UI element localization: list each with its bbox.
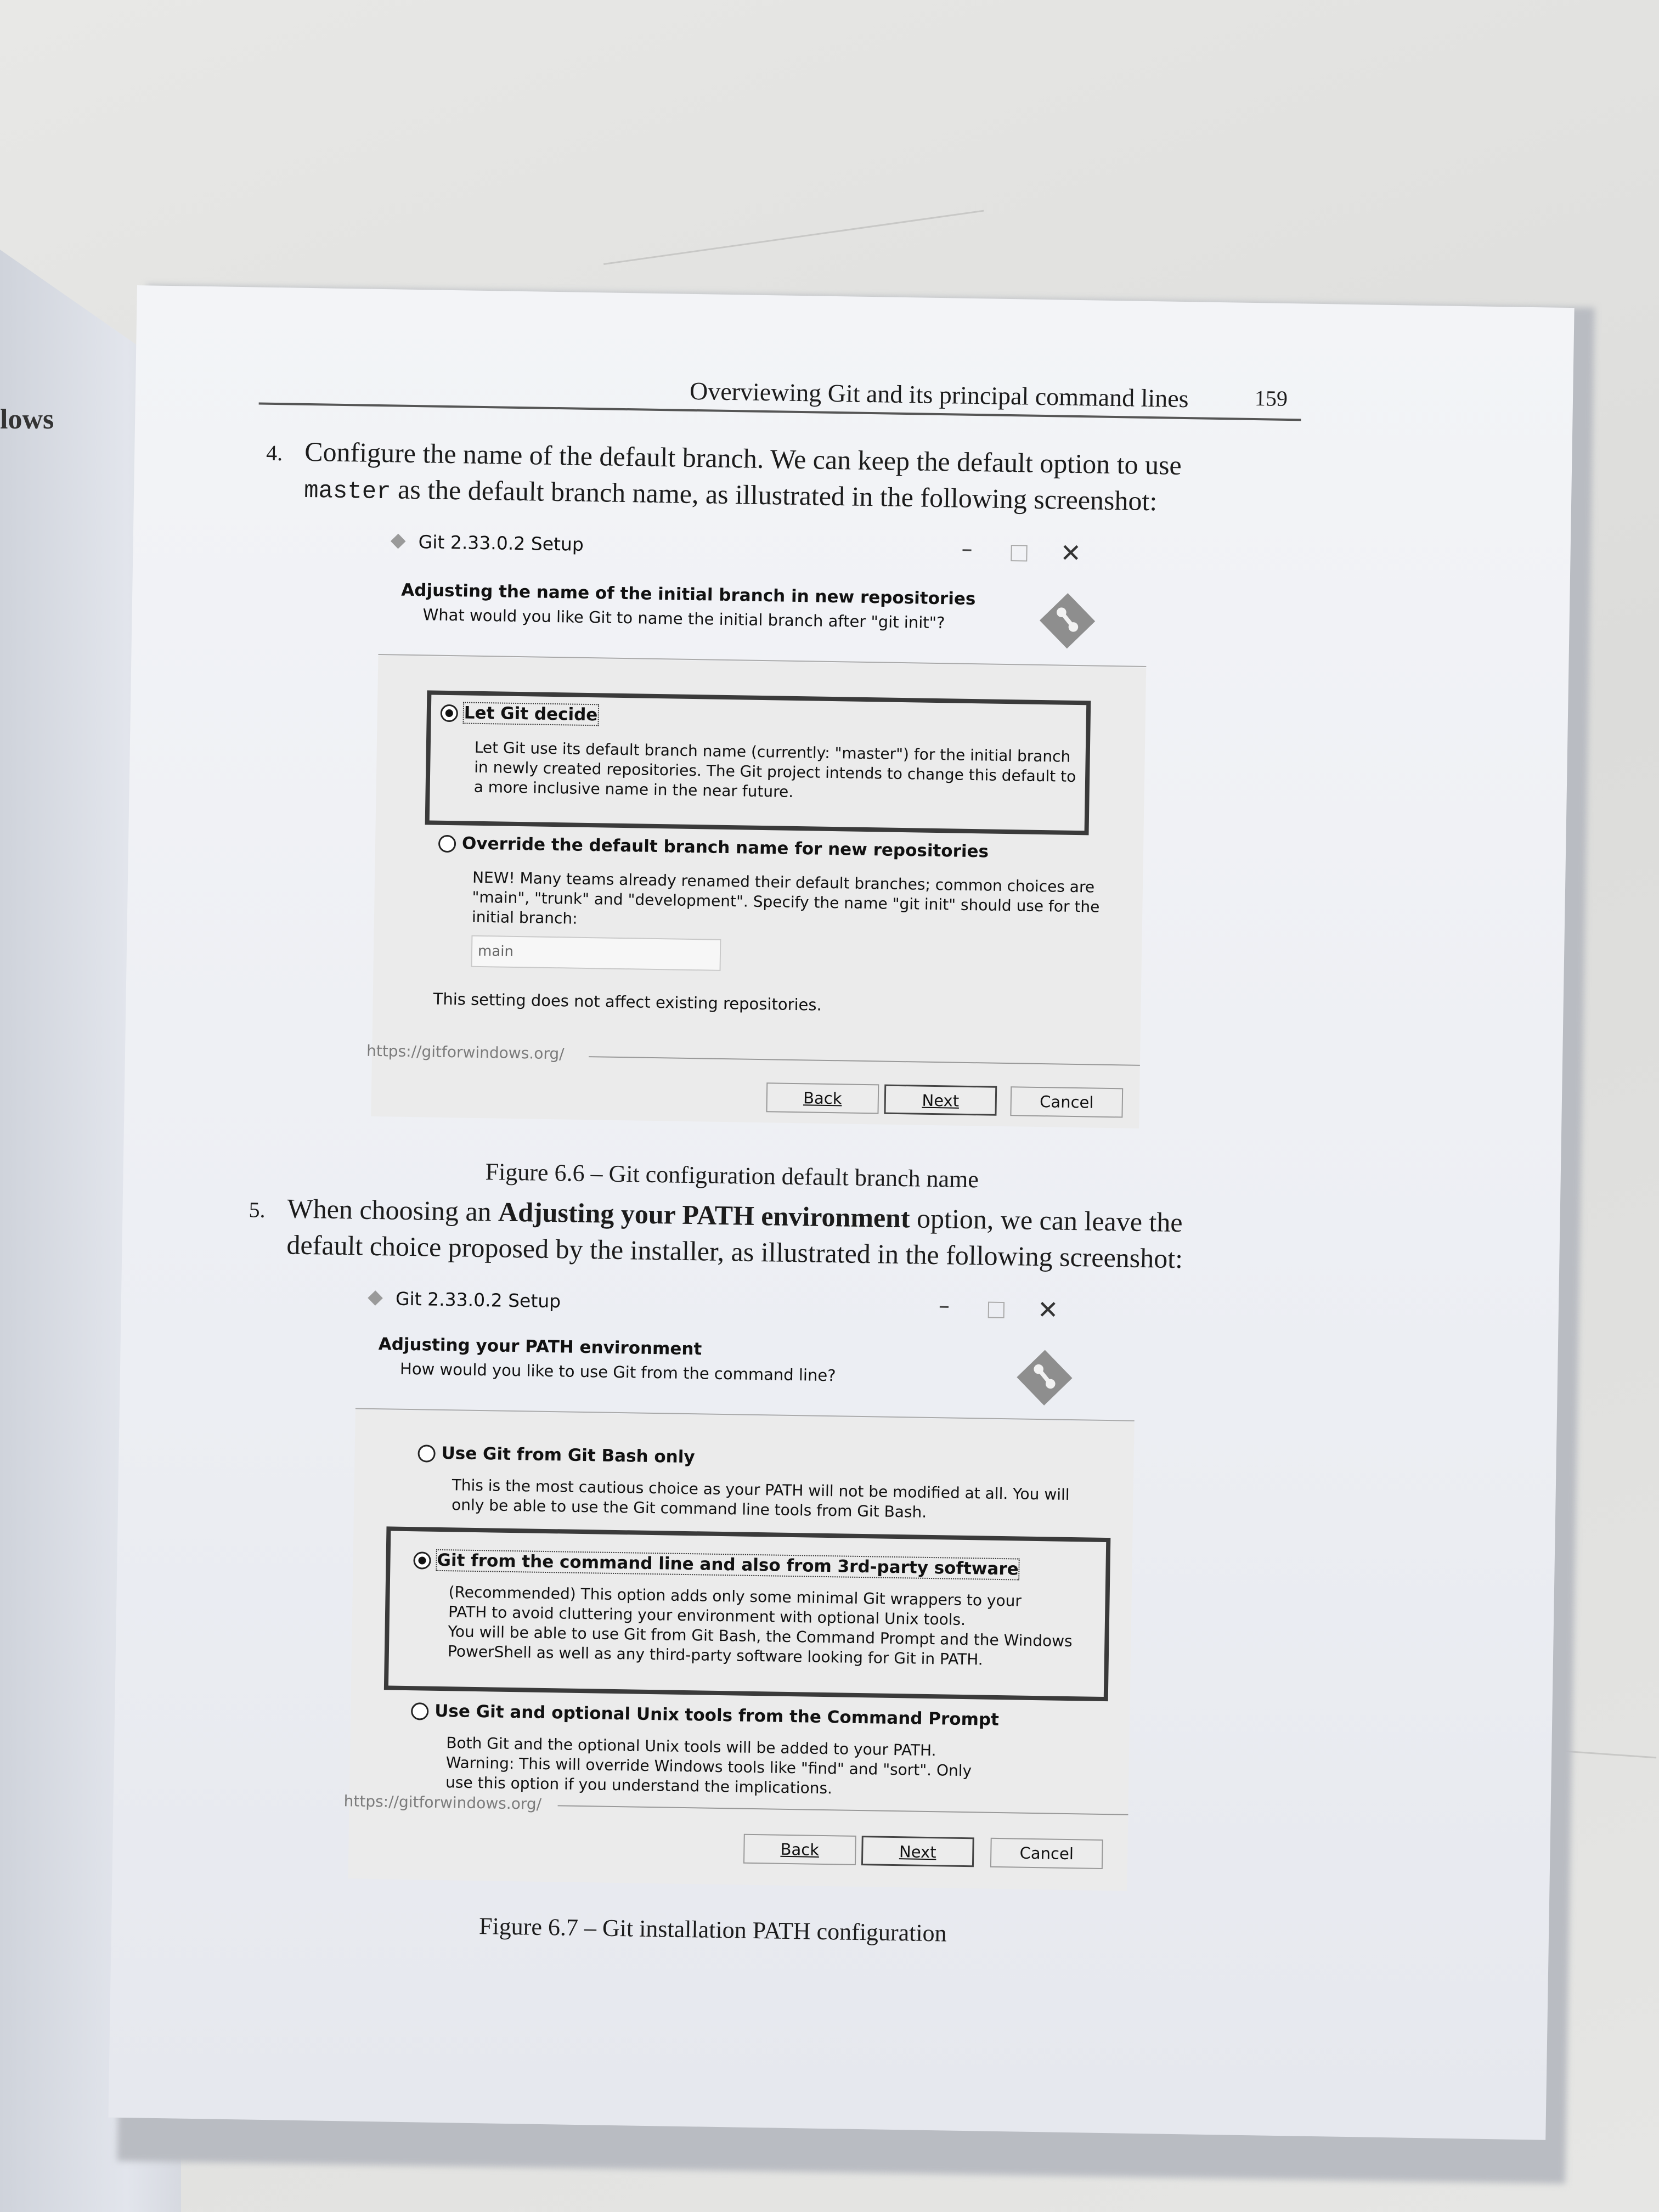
next-button[interactable] [861,1836,974,1867]
setup-dialog-branch-name [366,531,1159,1130]
left-page-running-word: lows [0,404,54,435]
back-button-label: Back [780,1839,820,1859]
git-logo-icon [391,534,406,549]
step-4-line-1: Configure the name of the default branch. We can keep the default option to use [304,436,1182,481]
window-title: Git 2.33.0.2 Setup [418,531,584,555]
dialog-heading: Adjusting the name of the initial branch in new repositories [401,580,976,610]
option-label-let-git-decide[interactable]: Let Git decide [464,703,598,725]
maximize-button[interactable] [1011,545,1027,561]
cancel-button-label: Cancel [1019,1843,1074,1864]
dialog-subheading: How would you like to use Git from the command line? [399,1359,836,1385]
minimize-button[interactable]: – [938,1293,950,1319]
inline-code: master [303,477,391,506]
figure-6-7-caption: Figure 6.7 – Git installation PATH configuration [478,1912,947,1947]
next-button[interactable] [884,1085,997,1116]
marble-vein [603,210,984,265]
branch-name-input[interactable]: main [471,935,721,971]
step-5-line-1-post: option, we can leave the [910,1203,1183,1238]
back-button-label: Back [803,1088,842,1108]
option-description-git-and-unix-tools: Both Git and the optional Unix tools will be added to your PATH. Warning: This will override Windows tools like "find" and "sort". Only use this option if you understand the implications. [445,1734,972,1798]
book-page [109,285,1575,2140]
option-label-override-branch-name[interactable]: Override the default branch name for new repositories [461,833,989,862]
dialog-subheading: What would you like Git to name the initial branch after "git init"? [422,605,945,633]
option-description-override-branch-name: NEW! Many teams already renamed their default branches; common choices are "main", "trunk" and "development". Specify the name "git init" should use for the initial branch: [471,868,1100,928]
git-diamond-logo-icon [1014,1347,1075,1408]
step-number: 4. [266,440,283,466]
cancel-button-label: Cancel [1039,1092,1094,1112]
figure-6-6-caption: Figure 6.6 – Git configuration default branch name [485,1158,979,1193]
step-5-bold-term: Adjusting your PATH environment [498,1196,911,1234]
next-button-label: Next [922,1091,960,1110]
option-label-git-and-unix-tools[interactable]: Use Git and optional Unix tools from the Command Prompt [434,1701,1000,1730]
close-button[interactable]: ✕ [1060,538,1082,568]
step-5-line-1-pre: When choosing an [287,1193,499,1227]
window-title: Git 2.33.0.2 Setup [395,1288,561,1312]
cancel-button[interactable] [1010,1086,1123,1118]
step-5-line-2: default choice proposed by the installer, as illustrated in the following screenshot: [286,1229,1183,1274]
git-diamond-logo-icon [1037,590,1098,652]
gitforwindows-link[interactable]: https://gitforwindows.org/ [343,1792,542,1813]
cancel-button[interactable] [990,1838,1103,1869]
back-button[interactable] [743,1834,856,1865]
setting-note: This setting does not affect existing repositories. [433,989,822,1014]
option-description-let-git-decide: Let Git use its default branch name (currently: "master") for the initial branch in newly created repositories. The Git project intends to change this default to a more inclusive name in the near future. [473,738,1076,801]
git-logo-icon [368,1290,383,1306]
step-number: 5. [249,1197,266,1222]
option-description-git-command-line-and-3rd-party: (Recommended) This option adds only some minimal Git wrappers to your PATH to avoid cluttering your environment with optional Unix tools. You will be able to use Git from Git Bash, the Command Prompt and the Windows PowerShell as well as any third-party software looking for Git in PATH. [447,1583,1073,1669]
setup-dialog-path-environment [343,1288,1147,1892]
back-button[interactable] [766,1082,879,1114]
option-description-git-bash-only: This is the most cautious choice as your PATH will not be modified at all. You will only be able to use the Git command line tools from Git Bash. [451,1476,1070,1521]
maximize-button[interactable] [988,1302,1005,1318]
step-4-paragraph [266,433,1293,524]
dialog-heading: Adjusting your PATH environment [378,1334,702,1359]
page-number: 159 [1254,386,1288,411]
close-button[interactable]: ✕ [1037,1295,1059,1325]
step-5-paragraph [249,1190,1302,1279]
gitforwindows-link[interactable]: https://gitforwindows.org/ [366,1041,565,1063]
option-label-git-bash-only[interactable]: Use Git from Git Bash only [441,1443,695,1468]
minimize-button[interactable]: – [961,536,973,562]
option-label-git-command-line-and-3rd-party[interactable]: Git from the command line and also from 3rd-party software [437,1550,1019,1579]
step-4-line-2-text: as the default branch name, as illustrated in the following screenshot: [391,473,1158,517]
next-button-label: Next [899,1842,936,1862]
running-header: Overviewing Git and its principal command lines [689,376,1189,413]
